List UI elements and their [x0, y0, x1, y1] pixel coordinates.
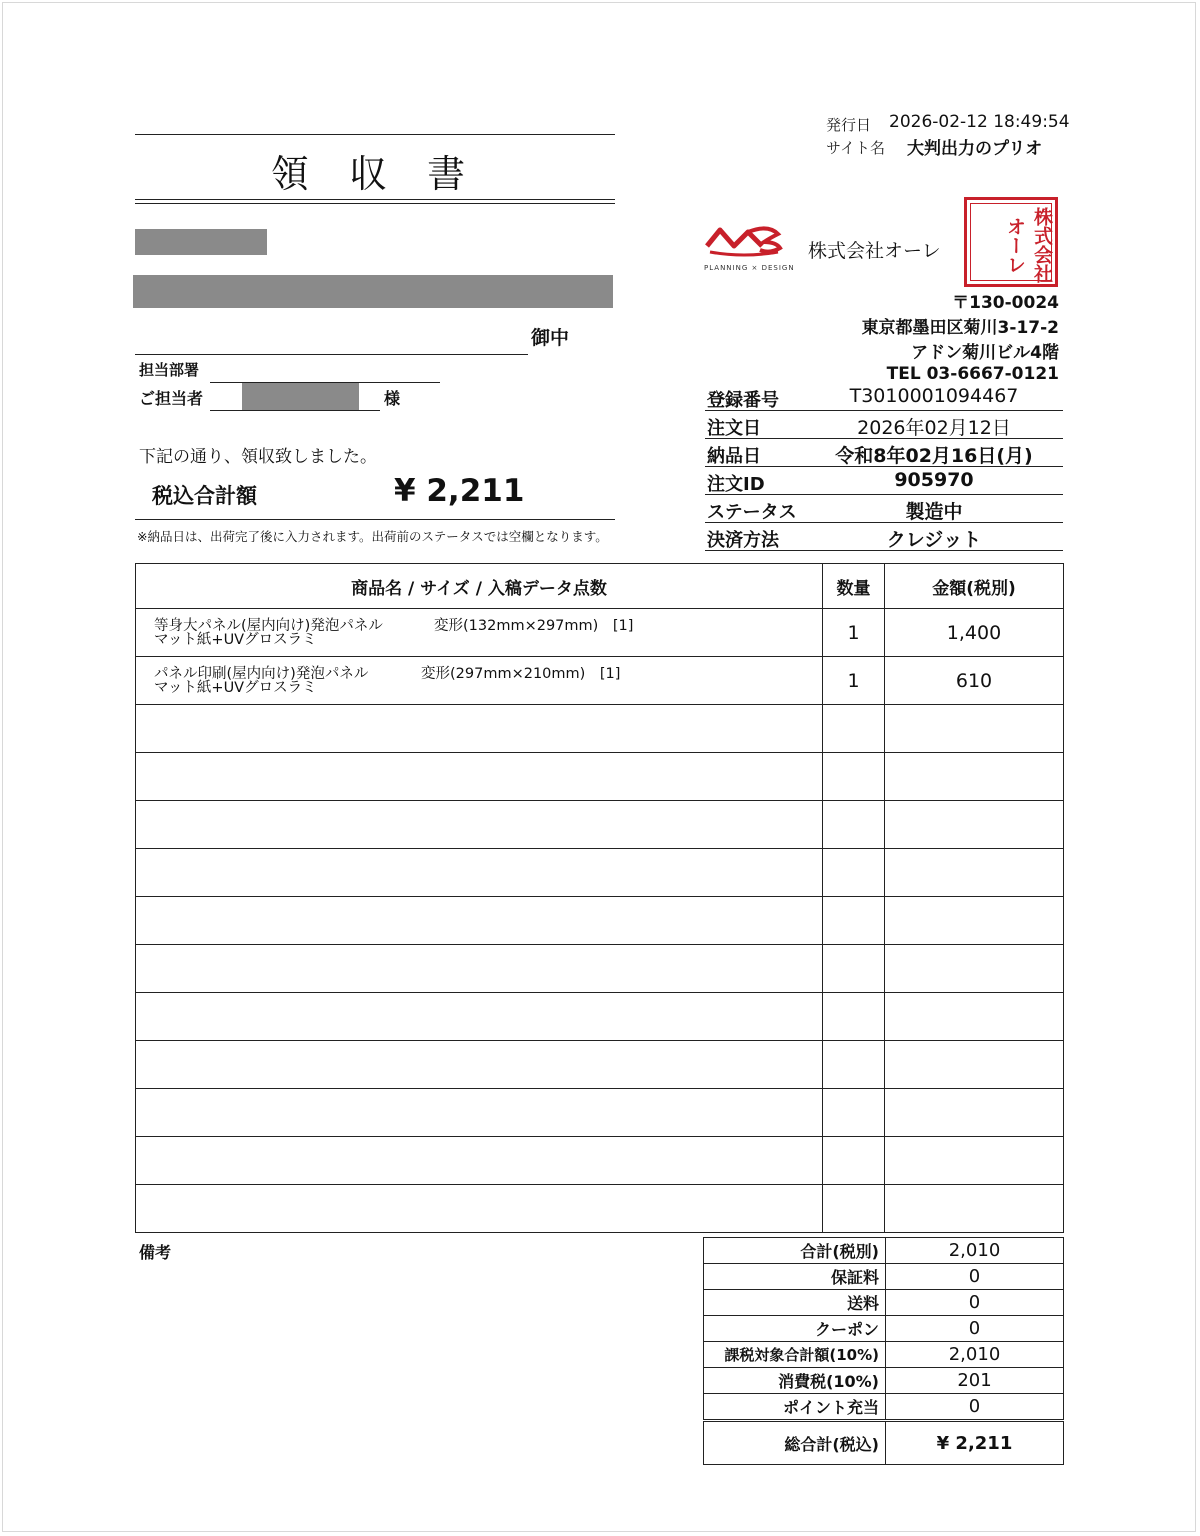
totals-row — [704, 1238, 1064, 1264]
totals-value: 201 — [886, 1368, 1064, 1394]
totals-label: 課税対象合計額(10%) — [704, 1342, 886, 1368]
total-rule — [135, 519, 615, 520]
recipient-honorific: 御中 — [531, 327, 570, 349]
info-label: 注文ID — [707, 474, 765, 495]
company-address-2: アドン菊川ビル4階 — [911, 343, 1059, 363]
title-bottom-rule — [135, 199, 615, 200]
totals-label: 保証料 — [704, 1264, 886, 1290]
item-spec: 変形(132mm×297mm) [1] — [434, 617, 634, 634]
grand-total-label: 総合計(税込) — [704, 1421, 886, 1465]
redacted-recipient-company — [133, 275, 613, 308]
header-product: 商品名 / サイズ / 入稿データ点数 — [136, 564, 823, 609]
table-row-empty — [136, 753, 1064, 801]
issue-datetime: 2026-02-12 18:49:54 — [889, 112, 1070, 132]
grand-total-row — [704, 1421, 1064, 1465]
totals-label: 消費税(10%) — [704, 1368, 886, 1394]
company-tel: TEL 03-6667-0121 — [886, 364, 1059, 384]
redacted-recipient-name — [135, 229, 267, 255]
company-name: 株式会社オーレ — [808, 240, 941, 262]
site-name: 大判出力のプリオ — [907, 139, 1043, 159]
document-title: 領 収 書 — [270, 152, 480, 196]
info-value: T3010001094467 — [849, 385, 1019, 407]
info-label: 登録番号 — [707, 390, 779, 411]
table-row-empty — [136, 993, 1064, 1041]
totals-row — [704, 1394, 1064, 1421]
info-row-registration — [705, 383, 1063, 411]
totals-value: 0 — [886, 1394, 1064, 1421]
table-row-empty — [136, 1089, 1064, 1137]
info-label: 注文日 — [707, 418, 761, 439]
info-row-delivery-date — [705, 439, 1063, 467]
totals-value: 2,010 — [886, 1238, 1064, 1264]
item-qty: 1 — [823, 609, 885, 657]
info-row-payment — [705, 523, 1063, 551]
grand-total-value: ¥ 2,211 — [886, 1421, 1064, 1465]
totals-label: 合計(税別) — [704, 1238, 886, 1264]
item-desc-cell — [136, 657, 823, 705]
recipient-rule — [135, 354, 528, 355]
dept-label: 担当部署 — [139, 361, 200, 379]
company-logo-icon — [704, 222, 786, 262]
person-rule — [210, 410, 380, 411]
totals-label: ポイント充当 — [704, 1394, 886, 1421]
site-name-label: サイト名 — [826, 139, 885, 157]
totals-label: 送料 — [704, 1290, 886, 1316]
header-qty: 数量 — [823, 564, 885, 609]
items-header-row — [136, 564, 1064, 609]
totals-row — [704, 1342, 1064, 1368]
person-honorific: 様 — [384, 389, 401, 408]
table-row-empty — [136, 897, 1064, 945]
item-finish: マット紙+UVグロスラミ — [154, 631, 317, 648]
totals-row — [704, 1316, 1064, 1342]
info-value: 905970 — [894, 469, 974, 491]
item-finish: マット紙+UVグロスラミ — [154, 679, 317, 696]
totals-table — [703, 1237, 1064, 1465]
info-label: 納品日 — [707, 446, 761, 467]
item-qty: 1 — [823, 657, 885, 705]
info-value: クレジット — [886, 529, 982, 551]
totals-row — [704, 1368, 1064, 1394]
totals-label: クーポン — [704, 1316, 886, 1342]
item-amount: 610 — [885, 657, 1064, 705]
items-table — [135, 563, 1064, 1233]
table-row-empty — [136, 1137, 1064, 1185]
table-row-empty — [136, 801, 1064, 849]
company-address-1: 東京都墨田区菊川3-17-2 — [861, 318, 1059, 338]
item-name: パネル印刷(屋内向け)発泡パネル — [154, 665, 369, 682]
info-value: 令和8年02月16日(月) — [835, 445, 1033, 467]
company-postal: 〒130-0024 — [952, 293, 1059, 313]
info-value: 製造中 — [905, 501, 963, 523]
total-label: 税込合計額 — [152, 484, 257, 508]
totals-row — [704, 1290, 1064, 1316]
table-row-empty — [136, 849, 1064, 897]
title-bottom-rule-2 — [135, 203, 615, 204]
info-value: 2026年02月12日 — [857, 417, 1011, 439]
table-row — [136, 657, 1064, 705]
info-label: ステータス — [707, 502, 797, 523]
seal-text: 株式会社オーレ — [1004, 207, 1053, 283]
person-label: ご担当者 — [139, 389, 204, 408]
item-spec: 変形(297mm×210mm) [1] — [421, 665, 621, 682]
total-amount: ¥ 2,211 — [394, 473, 525, 509]
info-label: 決済方法 — [707, 530, 779, 551]
issue-date-label: 発行日 — [826, 116, 872, 134]
table-row-empty — [136, 1185, 1064, 1233]
item-desc-cell — [136, 609, 823, 657]
logo-caption: PLANNING × DESIGN — [704, 264, 795, 272]
totals-value: 0 — [886, 1290, 1064, 1316]
receipt-statement: 下記の通り、領収致しました。 — [139, 447, 377, 467]
totals-value: 2,010 — [886, 1342, 1064, 1368]
redacted-person-name — [242, 383, 359, 410]
info-row-order-id — [705, 467, 1063, 495]
table-row — [136, 609, 1064, 657]
company-seal — [964, 197, 1058, 287]
item-name: 等身大パネル(屋内向け)発泡パネル — [154, 617, 383, 634]
table-row-empty — [136, 945, 1064, 993]
totals-value: 0 — [886, 1316, 1064, 1342]
totals-value: 0 — [886, 1264, 1064, 1290]
totals-row — [704, 1264, 1064, 1290]
delivery-note: ※納品日は、出荷完了後に入力されます。出荷前のステータスでは空欄となります。 — [137, 529, 608, 544]
info-row-order-date — [705, 411, 1063, 439]
item-amount: 1,400 — [885, 609, 1064, 657]
table-row-empty — [136, 705, 1064, 753]
table-row-empty — [136, 1041, 1064, 1089]
header-amount: 金額(税別) — [885, 564, 1064, 609]
info-row-status — [705, 495, 1063, 523]
remarks-label: 備考 — [139, 1243, 172, 1262]
title-top-rule — [135, 134, 615, 135]
